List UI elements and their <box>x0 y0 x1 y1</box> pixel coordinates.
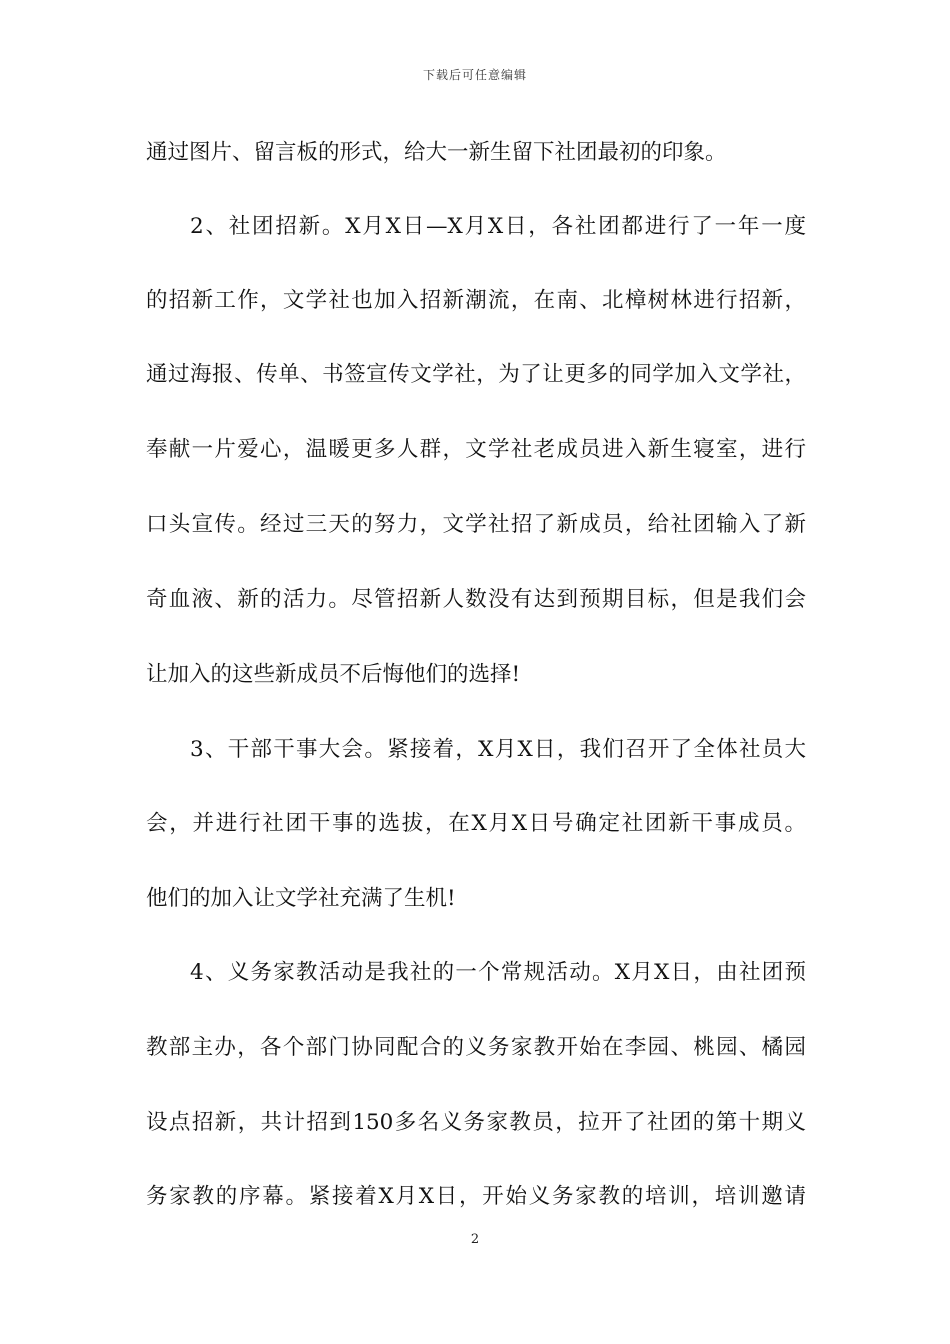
paragraph-line: 设点招新，共计招到150多名义务家教员，拉开了社团的第十期义 <box>146 1110 806 1135</box>
page-header: 下载后可任意编辑 <box>422 68 527 82</box>
paragraph-line: 会，并进行社团干事的选拔，在X月X日号确定社团新干事成员。 <box>146 811 806 836</box>
paragraph-line: 口头宣传。经过三天的努力，文学社招了新成员，给社团输入了新 <box>146 512 806 537</box>
paragraph-line: 4、义务家教活动是我社的一个常规活动。X月X日，由社团预 <box>190 960 806 985</box>
paragraph-line: 让加入的这些新成员不后悔他们的选择! <box>146 662 521 687</box>
paragraph-line: 奉献一片爱心，温暖更多人群，文学社老成员进入新生寝室，进行 <box>146 437 806 462</box>
paragraph-line: 他们的加入让文学社充满了生机! <box>146 886 456 911</box>
paragraph-line: 2、社团招新。X月X日—X月X日，各社团都进行了一年一度 <box>190 214 806 239</box>
paragraph-line: 务家教的序幕。紧接着X月X日，开始义务家教的培训，培训邀请 <box>146 1184 806 1209</box>
paragraph-line: 的招新工作，文学社也加入招新潮流，在南、北樟树林进行招新， <box>146 288 806 313</box>
paragraph-line: 3、干部干事大会。紧接着，X月X日，我们召开了全体社员大 <box>190 737 806 762</box>
paragraph-line: 奇血液、新的活力。尽管招新人数没有达到预期目标，但是我们会 <box>146 587 806 612</box>
page-number: 2 <box>470 1232 480 1247</box>
paragraph-line: 教部主办，各个部门协同配合的义务家教开始在李园、桃园、橘园 <box>146 1035 806 1060</box>
paragraph-line: 通过海报、传单、书签宣传文学社，为了让更多的同学加入文学社， <box>146 362 806 387</box>
paragraph-line: 通过图片、留言板的形式，给大一新生留下社团最初的印象。 <box>146 140 727 165</box>
